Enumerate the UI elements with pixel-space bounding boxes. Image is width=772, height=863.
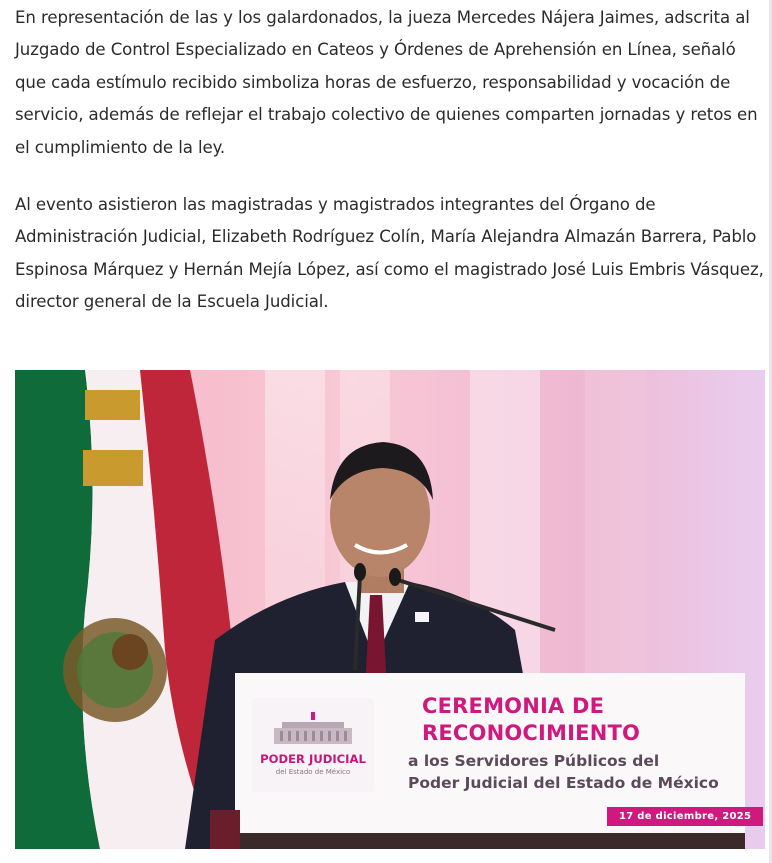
podium-title-line: RECONOCIMIENTO xyxy=(422,721,641,745)
podium-title xyxy=(422,693,640,747)
building-icon xyxy=(252,698,374,752)
podium-subtitle xyxy=(408,750,719,794)
article-body xyxy=(15,2,765,319)
poder-judicial-logo xyxy=(252,698,374,792)
article-paragraph: Al evento asistieron las magistradas y magistrados integrantes del Órgano de Administración Judicial, Elizabeth Rodríguez Colín, María Alejandra Almazán Barrera, Pablo Espinosa Márquez y Hernán Mejía López, así como el magistrado José Luis Embris Vásquez, director general de la Escuela Judicial. xyxy=(15,195,764,312)
event-photo xyxy=(15,370,765,849)
event-date-badge: 17 de diciembre, 2025 xyxy=(607,807,763,826)
logo-title: PODER JUDICIAL xyxy=(260,752,366,766)
podium-subtitle-line: Poder Judicial del Estado de México xyxy=(408,774,719,792)
article-paragraph: En representación de las y los galardonados, la jueza Mercedes Nájera Jaimes, adscrita al Juzgado de Control Especializado en Cateos y Órdenes de Aprehensión en Línea, señaló que cada estímulo recibido simboliza horas de esfuerzo, responsabilidad y vocación de servicio, además de reflejar el trabajo colectivo de quienes comparten jornadas y retos en el cumplimiento de la ley. xyxy=(15,8,758,157)
logo-subtitle: del Estado de México xyxy=(275,768,351,776)
podium-title-line: CEREMONIA DE xyxy=(422,694,605,718)
podium-subtitle-line: a los Servidores Públicos del xyxy=(408,752,660,770)
